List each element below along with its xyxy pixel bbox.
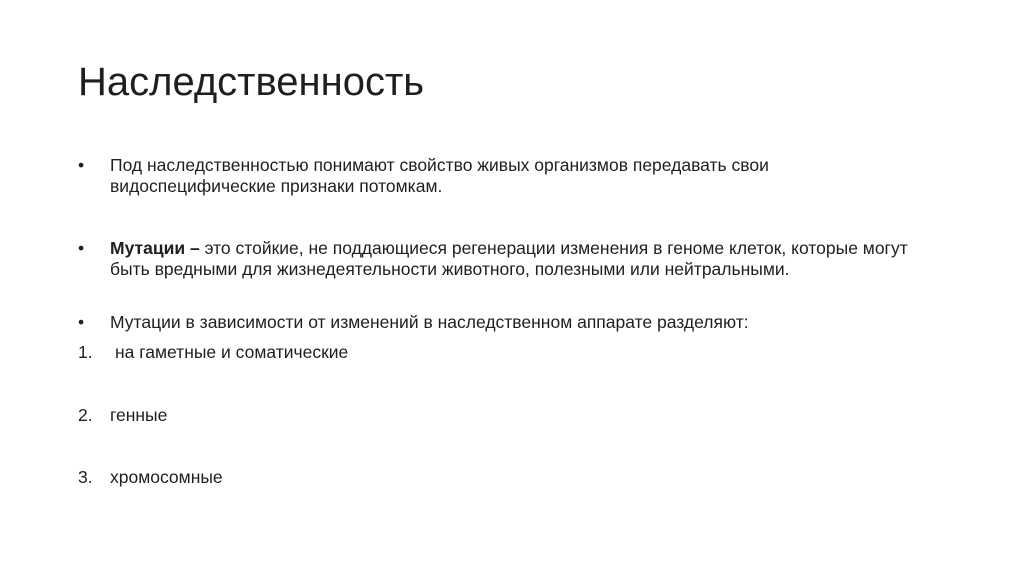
numbered-text: генные [110,405,168,425]
numbered-item [78,405,898,427]
bullet-text: Под наследственностью понимают свойство живых организмов передавать свои видоспецифические признаки потомкам. [110,155,769,196]
bullet-marker: • [78,155,85,175]
number-marker: 2. [78,405,93,425]
numbered-item [78,467,898,489]
bullet-item [78,238,908,302]
bullet-text: Мутации в зависимости от изменений в наследственном аппарате разделяют: [110,312,749,332]
bullet-marker: • [78,238,85,258]
bullet-item [78,312,898,334]
bullet-bold-term: Мутации – [110,238,200,258]
slide-title: Наследственность [78,60,425,104]
numbered-item [78,342,898,364]
bullet-definition: это стойкие, не поддающиеся регенерации изменения в геноме клеток, которые могут быть вредными для жизнедеятельности животного, полезными или нейтральными. [110,238,908,279]
bullet-text [110,238,910,280]
number-marker: 1. [78,342,93,362]
numbered-text: хромосомные [110,467,223,487]
number-marker: 3. [78,467,93,487]
bullet-item [78,155,898,199]
numbered-text: на гаметные и соматические [115,342,349,362]
bullet-marker: • [78,312,85,332]
